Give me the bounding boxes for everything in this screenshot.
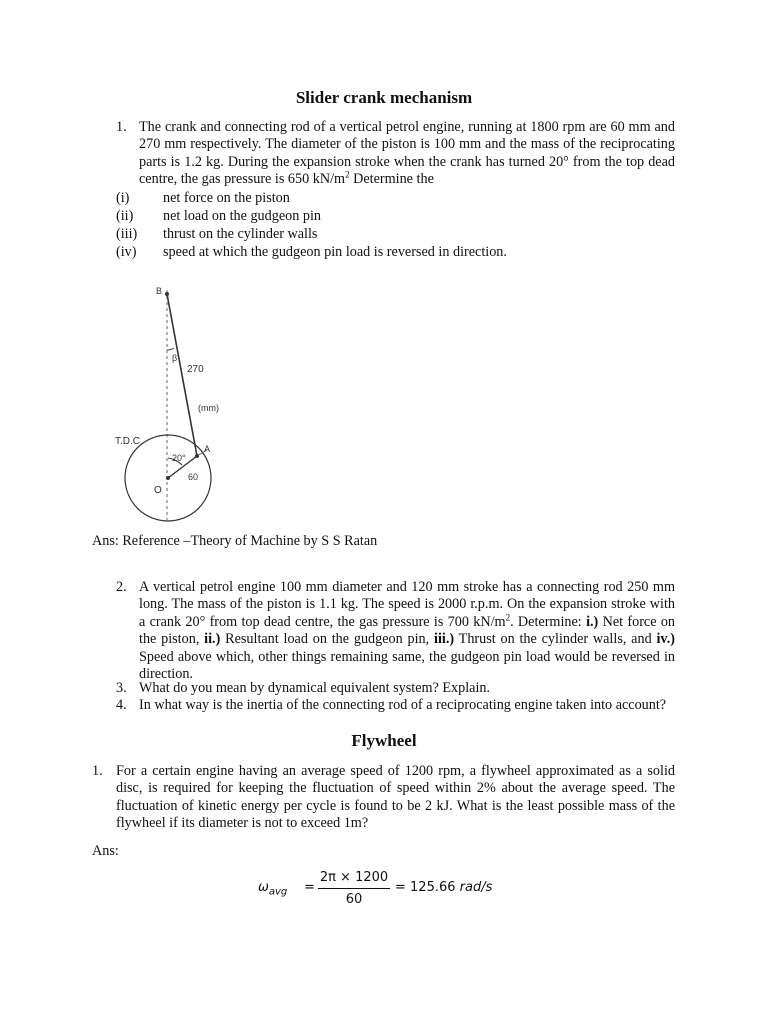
q3-text: What do you mean by dynamical equivalent system? Explain.	[139, 680, 491, 696]
q2-item-i: Net force on the piston,	[139, 613, 676, 648]
q4-number: 4.	[116, 697, 127, 713]
flywheel-answer-label: Ans:	[92, 843, 119, 859]
formula-result	[395, 880, 492, 895]
q1-subitem-roman: (iii)	[116, 226, 138, 242]
formula-result-value: = 125.66	[395, 880, 460, 895]
q2-item-iv: Speed above which, other things remaining same, the gudgeon pin load would be reversed in direction.	[139, 648, 675, 683]
label-b: B	[156, 286, 163, 296]
q2-marker-iii: iii.)	[434, 631, 455, 648]
point-b	[165, 292, 169, 296]
label-beta: β	[172, 353, 178, 363]
point-o	[166, 476, 170, 480]
answer-reference: Ans: Reference –Theory of Machine by S S Ratan	[92, 533, 378, 549]
q2-text-part2: . Determine:	[510, 613, 587, 630]
q2-text	[139, 579, 675, 683]
q1-text	[139, 119, 675, 189]
q2-marker-iv: iv.)	[656, 631, 675, 648]
q2-marker-ii: ii.)	[204, 631, 221, 648]
formula-unit: rad/s	[459, 880, 493, 895]
q1-text-main: The crank and connecting rod of a vertical petrol engine, running at 1800 rpm are 60 mm and 270 mm respectively. The diameter of the piston is 100 mm and the mass of the reciprocating parts is 1.2 kg. During the expansion stroke when the crank has turned 20° from the top dead centre, the gas pressure is 650 kN/m	[139, 119, 675, 188]
label-rod-length: 270	[187, 364, 204, 375]
label-o: O	[154, 485, 162, 496]
point-a	[195, 454, 199, 458]
formula-omega: ω	[258, 880, 269, 895]
q1-number: 1.	[116, 119, 127, 135]
q1-superscript: 2	[345, 169, 350, 180]
q1-text-end: Determine the	[349, 171, 434, 188]
connecting-rod	[167, 294, 197, 456]
q2-item-iii: Thrust on the cylinder walls, and	[454, 631, 657, 648]
flywheel-q1-number: 1.	[92, 763, 103, 779]
q2-superscript: 2	[505, 612, 511, 623]
section-title-slider-crank: Slider crank mechanism	[295, 88, 473, 107]
q1-subitem-roman: (ii)	[116, 208, 134, 224]
beta-arc	[167, 348, 174, 350]
slider-crank-diagram	[112, 278, 242, 526]
q4-text: In what way is the inertia of the connecting rod of a reciprocating engine taken into account?	[139, 697, 667, 713]
formula-lhs	[258, 880, 287, 898]
section-title-flywheel: Flywheel	[351, 731, 417, 750]
formula-fraction-bar	[318, 888, 390, 889]
q2-item-ii: Resultant load on the gudgeon pin,	[220, 631, 434, 648]
label-units: (mm)	[198, 403, 219, 413]
q1-subitem-roman: (i)	[116, 190, 130, 206]
formula-subscript: avg	[268, 886, 288, 898]
q2-number: 2.	[116, 579, 127, 595]
formula-equals: =	[304, 880, 315, 895]
q1-subitem-text: net force on the piston	[163, 190, 290, 206]
q1-subitem-roman: (iv)	[116, 244, 137, 260]
label-angle: 20°	[172, 453, 186, 463]
flywheel-q1-text: For a certain engine having an average speed of 1200 rpm, a flywheel approximated as a solid disc, is required for keeping the fluctuation of speed within 2% about the average speed. The fluctuation of kinetic energy per cycle is found to be 2 kJ. What is the least possible mass of the flywheel if its diameter is not to exceed 1m?	[116, 763, 675, 832]
label-a: A	[204, 444, 211, 454]
q3-number: 3.	[116, 680, 127, 696]
label-crank-length: 60	[188, 472, 199, 482]
label-tdc: T.D.C	[115, 436, 140, 447]
q2-text-part1: A vertical petrol engine 100 mm diameter and 120 mm stroke has a connecting rod 250 mm long. The mass of the piston is 1.1 kg. The speed is 2000 r.p.m. On the expansion stroke with a crank 20° from top dead centre, the gas pressure is 700 kN/m	[139, 579, 675, 630]
q1-subitem-text: thrust on the cylinder walls	[163, 226, 318, 242]
q2-marker-i: i.)	[586, 613, 599, 630]
formula-denominator: 60	[345, 892, 363, 907]
q1-subitem-text: speed at which the gudgeon pin load is reversed in direction.	[163, 244, 507, 260]
formula-numerator: 2π × 1200	[319, 870, 389, 885]
q1-subitem-text: net load on the gudgeon pin	[163, 208, 322, 224]
